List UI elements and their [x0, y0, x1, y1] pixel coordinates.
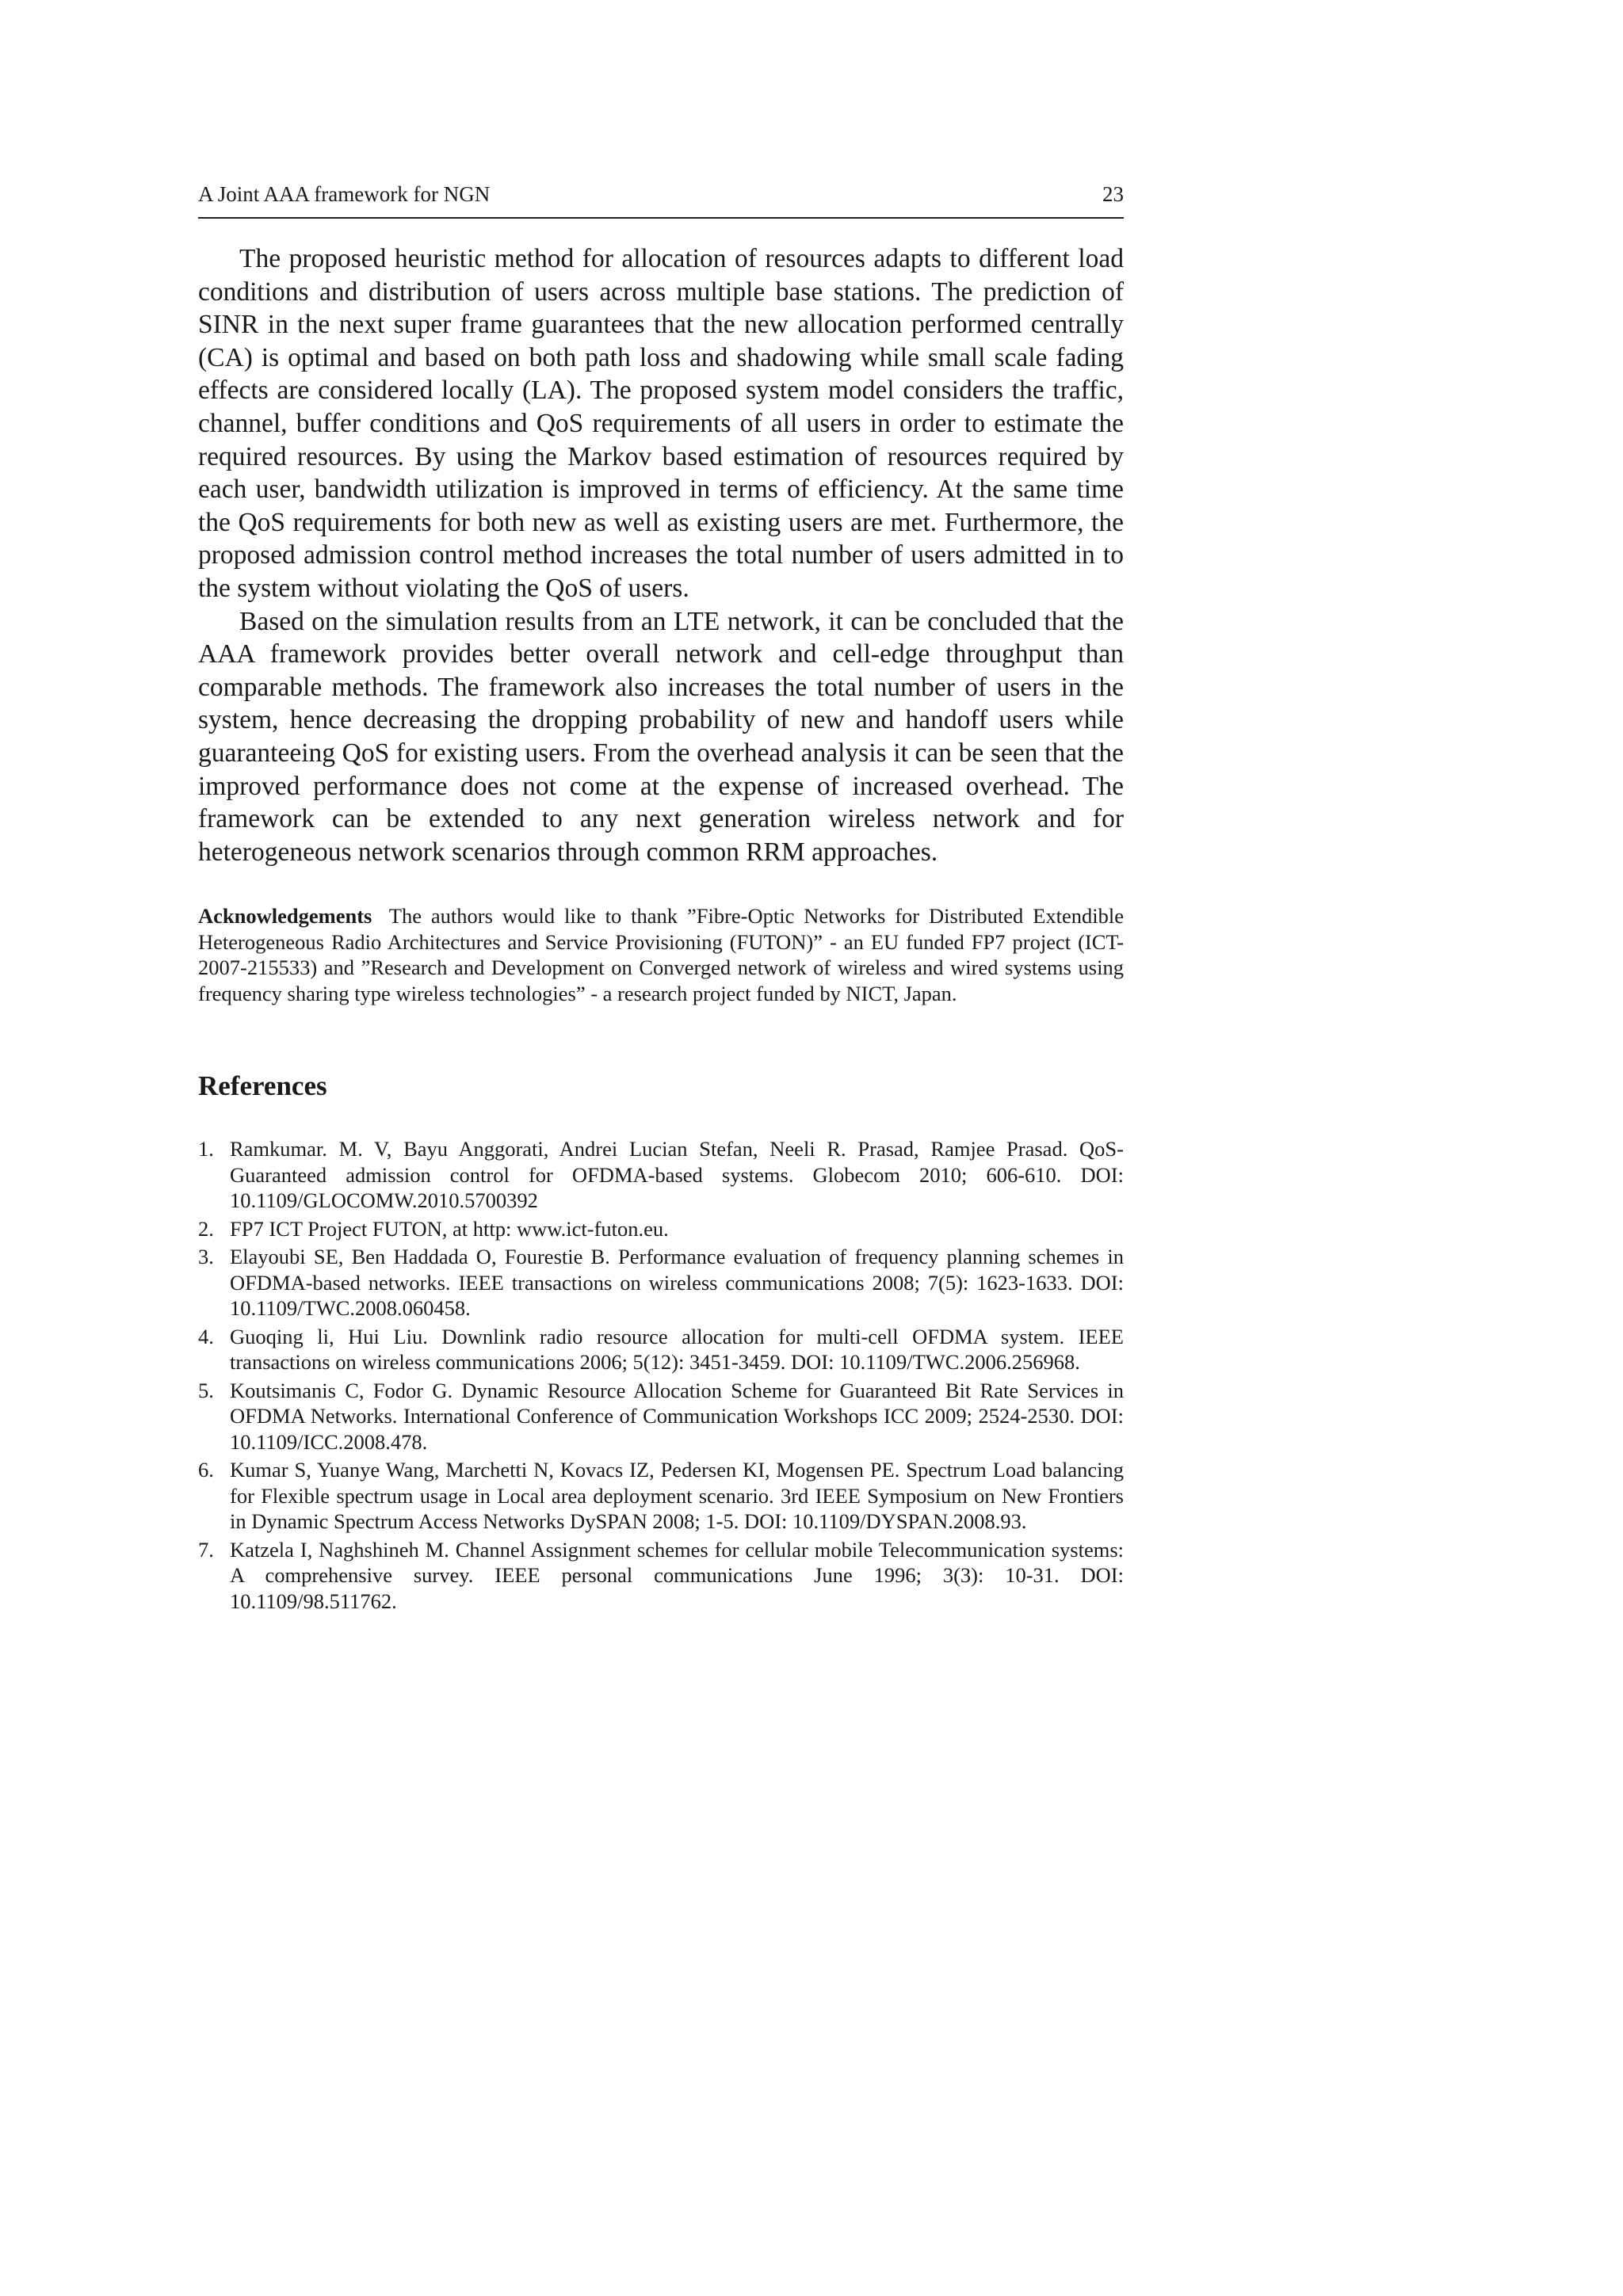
reference-number: 2.	[198, 1216, 214, 1241]
reference-item	[198, 1378, 1124, 1455]
page	[198, 181, 1124, 1616]
reference-text: Guoqing li, Hui Liu. Downlink radio resource allocation for multi-cell OFDMA system. IEEE transactions on wireless communications 2006; 5(12): 3451-3459. DOI: 10.1109/TWC.2006.256968.	[230, 1324, 1124, 1375]
reference-number: 5.	[198, 1378, 214, 1402]
reference-item	[198, 1324, 1124, 1375]
references-heading: References	[198, 1070, 327, 1102]
running-head-title: A Joint AAA framework for NGN	[198, 182, 491, 206]
reference-text: Koutsimanis C, Fodor G. Dynamic Resource Allocation Scheme for Guaranteed Bit Rate Services in OFDMA Networks. International Conference of Communication Workshops ICC 2009; 2524-2530. DOI: 10.1109/ICC.2008.478.	[230, 1378, 1124, 1454]
reference-item	[198, 1244, 1124, 1322]
reference-number: 3.	[198, 1245, 214, 1269]
reference-item	[198, 1216, 1124, 1242]
reference-number: 7.	[198, 1537, 214, 1562]
reference-item	[198, 1136, 1124, 1214]
reference-text: Ramkumar. M. V, Bayu Anggorati, Andrei Lucian Stefan, Neeli R. Prasad, Ramjee Prasad. QoS-Guaranteed admission control for OFDMA-based systems. Globecom 2010; 606-610. DOI: 10.1109/GLOCOMW.2010.5700392	[230, 1137, 1124, 1213]
body-text	[198, 242, 1124, 868]
reference-text: Katzela I, Naghshineh M. Channel Assignment schemes for cellular mobile Telecommunication systems: A comprehensive survey. IEEE personal communications June 1996; 3(3): 10-31. DOI: 10.1109/98.511762.	[230, 1537, 1124, 1613]
reference-text: Elayoubi SE, Ben Haddada O, Fourestie B. Performance evaluation of frequency planning schemes in OFDMA-based networks. IEEE transactions on wireless communications 2008; 7(5): 1623-1633. DOI: 10.1109/TWC.2008.060458.	[230, 1245, 1124, 1321]
reference-number: 1.	[198, 1137, 214, 1161]
acknowledgements-text: The authors would like to thank ”Fibre-Optic Networks for Distributed Extendible Heterogeneous Radio Architectures and Service Provisioning (FUTON)” - an EU funded FP7 project (ICT-2007-215533) and ”Research and Development on Converged network of wireless and wired systems using frequency sharing type wireless technologies” - a research project funded by NICT, Japan.	[198, 904, 1124, 1005]
running-head	[198, 181, 1124, 219]
reference-number: 6.	[198, 1458, 214, 1482]
reference-list	[198, 1136, 1124, 1614]
acknowledgements-heading: Acknowledgements	[198, 904, 372, 929]
body-paragraph: The proposed heuristic method for allocation of resources adapts to different load conditions and distribution of users across multiple base stations. The prediction of SINR in the next super frame guarantees that the new allocation performed centrally (CA) is optimal and based on both path loss and shadowing while small scale fading effects are considered locally (LA). The proposed system model considers the traffic, channel, buffer conditions and QoS requirements of all users in order to estimate the required resources. By using the Markov based estimation of resources required by each user, bandwidth utilization is improved in terms of efficiency. At the same time the QoS requirements for both new as well as existing users are met. Furthermore, the proposed admission control method increases the total number of users admitted in to the system without violating the QoS of users.	[198, 244, 1124, 603]
body-paragraph: Based on the simulation results from an LTE network, it can be concluded that the AAA framework provides better overall network and cell-edge throughput than comparable methods. The framework also increases the total number of users in the system, hence decreasing the dropping probability of new and handoff users while guaranteeing QoS for existing users. From the overhead analysis it can be seen that the improved performance does not come at the expense of increased overhead. The framework can be extended to any next generation wireless network and for heterogeneous network scenarios through common RRM approaches.	[198, 606, 1124, 867]
reference-number: 4.	[198, 1324, 214, 1348]
reference-text: FP7 ICT Project FUTON, at http: www.ict-futon.eu.	[230, 1216, 669, 1241]
page-number: 23	[1102, 182, 1124, 206]
reference-item	[198, 1537, 1124, 1615]
reference-text: Kumar S, Yuanye Wang, Marchetti N, Kovacs IZ, Pedersen KI, Mogensen PE. Spectrum Load balancing for Flexible spectrum usage in Local area deployment scenario. 3rd IEEE Symposium on New Frontiers in Dynamic Spectrum Access Networks DySPAN 2008; 1-5. DOI: 10.1109/DYSPAN.2008.93.	[230, 1458, 1124, 1534]
reference-item	[198, 1457, 1124, 1535]
acknowledgements	[198, 903, 1124, 1006]
